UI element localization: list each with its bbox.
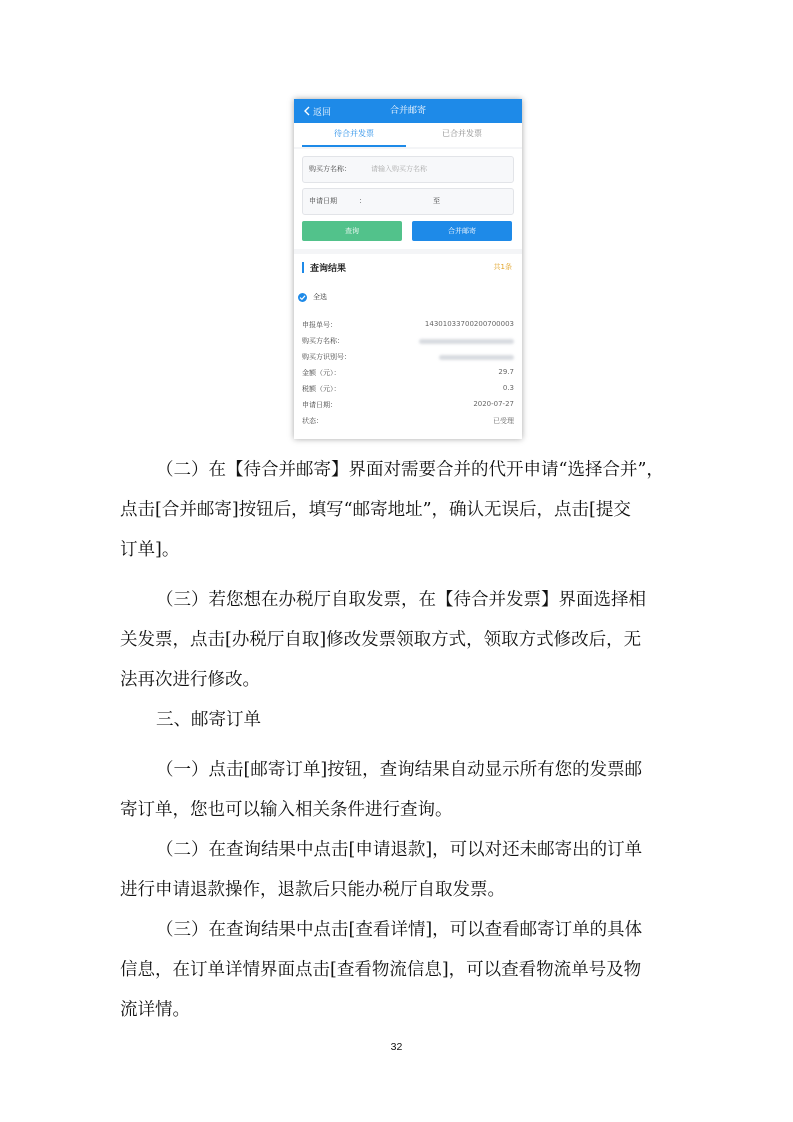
row-value-redacted	[419, 336, 514, 346]
row-value: 2020-07-27	[473, 400, 514, 408]
select-all-label: 全选	[313, 293, 327, 301]
row-label: 申报单号：	[302, 321, 337, 329]
result-row	[302, 320, 514, 332]
back-label: 返回	[313, 107, 332, 118]
paragraph-line: 关发票，点击[办税厅自取]修改发票领取方式，领取方式修改后，无	[120, 630, 642, 650]
date-colon: ：	[359, 197, 366, 205]
paragraph-line: 法再次进行修改。	[120, 670, 260, 690]
select-all-checkbox[interactable]	[298, 292, 327, 302]
row-label: 状态：	[302, 417, 323, 425]
row-label: 购买方识别号：	[302, 353, 351, 361]
paragraph-line: （二）在【待合并邮寄】界面对需要合并的代开申请“选择合并”，	[156, 460, 664, 480]
app-title: 合并邮寄	[389, 106, 426, 116]
app-bar	[294, 99, 522, 123]
row-value: 0.3	[502, 384, 514, 392]
row-label: 申请日期：	[302, 401, 337, 409]
paragraph-line: （二）在查询结果中点击[申请退款]，可以对还未邮寄出的订单	[156, 840, 643, 860]
tab-pending[interactable]: 待合并发票	[302, 123, 406, 147]
result-row	[302, 368, 514, 380]
row-value: 已受理	[493, 417, 514, 425]
row-value: 14301033700200700003	[424, 320, 514, 328]
result-row	[302, 384, 514, 396]
paragraph-line: 寄订单，您也可以输入相关条件进行查询。	[120, 800, 453, 820]
paragraph-line: 信息，在订单详情界面点击[查看物流信息]，可以查看物流单号及物	[120, 960, 642, 980]
row-label: 税额（元）：	[302, 385, 341, 393]
section-heading: 三、邮寄订单	[156, 710, 261, 730]
paragraph-line: 订单]。	[120, 540, 180, 560]
paragraph-line: 点击[合并邮寄]按钮后，填写“邮寄地址”，确认无误后，点击[提交	[120, 500, 631, 520]
date-label: 申请日期	[309, 197, 337, 205]
results-panel	[294, 254, 522, 439]
row-label: 金额（元）：	[302, 369, 341, 377]
query-button[interactable]: 查询	[302, 221, 402, 241]
result-row	[302, 336, 514, 348]
paragraph-line: （一）点击[邮寄订单]按钮，查询结果自动显示所有您的发票邮	[156, 760, 643, 780]
section-accent-bar	[302, 262, 304, 273]
paragraph-line: （三）在查询结果中点击[查看详情]，可以查看邮寄订单的具体	[156, 920, 643, 940]
merge-mail-button[interactable]: 合并邮寄	[412, 221, 512, 241]
buyer-name-label: 购买方名称：	[309, 165, 351, 173]
row-value-redacted	[439, 352, 514, 362]
result-row	[302, 400, 514, 412]
phone-screenshot	[294, 99, 522, 439]
results-count: 共1条	[493, 263, 512, 271]
tab-merged[interactable]: 已合并发票	[442, 129, 482, 138]
page-number: 32	[390, 1041, 403, 1053]
date-range-field[interactable]	[302, 188, 514, 215]
result-row	[302, 352, 514, 364]
date-to-label: 至	[433, 197, 440, 205]
row-label: 购买方名称：	[302, 337, 344, 345]
paragraph-line: 流详情。	[120, 1000, 190, 1020]
paragraph-line: 进行申请退款操作，退款后只能办税厅自取发票。	[120, 880, 505, 900]
row-value: 29.7	[498, 368, 514, 376]
result-row	[302, 416, 514, 428]
check-icon	[298, 293, 307, 302]
results-title: 查询结果	[310, 264, 347, 274]
paragraph-line: （三）若您想在办税厅自取发票，在【待合并发票】界面选择相	[156, 590, 646, 610]
buyer-name-input[interactable]: 请输入购买方名称	[371, 165, 427, 173]
tab-bar	[294, 123, 522, 147]
buyer-name-field[interactable]	[302, 156, 514, 183]
